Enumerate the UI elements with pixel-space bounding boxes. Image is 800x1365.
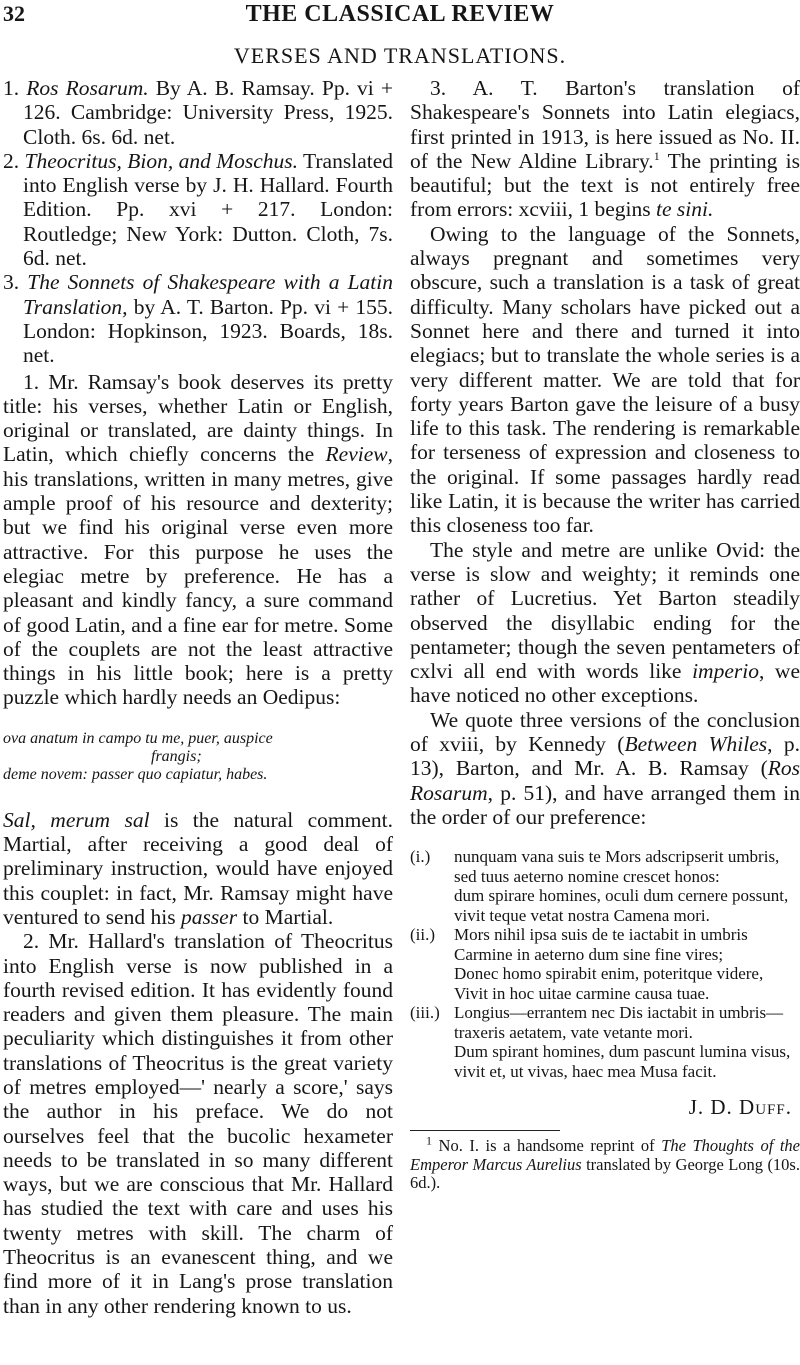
- paragraph-quote-intro: [410, 708, 800, 829]
- book-details: Translated into English verse by J. H. Hallard. Fourth Edition. Pp. xvi + 217. London: Routledge; New York: Dutton. Cloth, 7s. 6d. net.: [23, 148, 393, 271]
- italic-text: Ros Rosarum: [410, 756, 800, 805]
- text: translated by George Long (10s. 6d.).: [410, 1154, 800, 1193]
- book-title: The Sonnets of Shakespeare with a Latin Translation,: [23, 270, 394, 319]
- section-title: VERSES AND TRANSLATIONS.: [233, 43, 567, 68]
- text: 1. Mr. Ramsay's book deserves its pretty title: his verses, whether Latin or English, original or translated, are dainty things. In Latin, which chiefly concerns the: [3, 369, 393, 467]
- verse-line: vivit et, ut vivas, haec mea Musa facit.: [454, 1061, 717, 1081]
- version-iii: [410, 1003, 800, 1081]
- verse-couplet: [3, 730, 393, 784]
- book-title: Ros Rosarum.: [26, 76, 149, 100]
- footnote-marker: 1: [426, 1133, 432, 1148]
- paragraph-sal: [3, 808, 393, 929]
- paragraph-ramsay: [3, 370, 393, 710]
- italic-text: passer: [180, 904, 238, 929]
- author-signature: J. D. Duff.: [688, 1095, 792, 1120]
- text: , p. 13), Barton, and Mr. A. B. Ramsay (: [410, 732, 800, 781]
- text: to Martial.: [237, 904, 334, 929]
- quoted-versions: [410, 847, 800, 1081]
- verse-line: Longius—errantem nec Dis iactabit in umbris—: [454, 1003, 784, 1023]
- italic-text: imperio: [692, 659, 759, 684]
- footnote-marker: 1: [653, 148, 660, 163]
- italic-text: Sal, merum sal: [3, 807, 150, 832]
- book-title: Theocritus, Bion, and Moschus.: [24, 148, 299, 173]
- verse-line: deme novem: passer quo capiatur, habes.: [3, 765, 268, 783]
- verse-line: nunquam vana suis te Mors adscripserit umbris,: [454, 847, 780, 867]
- book-details: by A. T. Barton. Pp. vi + 155. London: Hopkinson, 1923. Boards, 18s. net.: [23, 294, 393, 368]
- version-number: (ii.): [410, 925, 436, 945]
- verse-line: vivit teque vetat nostra Camena mori.: [454, 905, 710, 925]
- text: The style and metre are unlike Ovid: the verse is slow and weighty; it reminds one rather of Lucretius. Yet Barton steadily observed the disyllabic ending for the pentameter; though the seven pentameters of cxlvi all end with words like: [410, 537, 800, 684]
- text: 3. A. T. Barton's translation of Shakespeare's Sonnets into Latin elegiacs, first printed in 1913, is here issued as No. II. of the New Aldine Library.: [410, 76, 800, 173]
- running-head: THE CLASSICAL REVIEW: [245, 1, 555, 27]
- text: No. I. is a handsome reprint of: [432, 1136, 662, 1156]
- book-number: 2.: [3, 148, 20, 173]
- verse-line: Vivit in hoc uitae carmine causa tuae.: [454, 983, 710, 1003]
- verse-line: Donec homo spirabit enim, poteritque videre,: [454, 964, 764, 984]
- version-ii: [410, 925, 800, 1003]
- verse-line: sed tuus aeterno nomine crescet honos:: [454, 866, 720, 886]
- italic-text: Review: [325, 442, 388, 467]
- right-column: [410, 76, 800, 1193]
- text: , his translations, written in many metres, give ample proof of his resource and dexterity; but we find his original verse even more attractive. For this purpose he uses the elegiac metre by preference. He has a pleasant and kindly fancy, a sure command of good Latin, and a fine ear for metre. Some of the couplets are not the least attractive things in his little book; here is a pretty puzzle which hardly needs an Oedipus:: [3, 442, 393, 710]
- version-i: [410, 847, 800, 925]
- text: , we have noticed no other exceptions.: [410, 659, 800, 708]
- book-entry-1: [3, 76, 393, 149]
- paragraph-hallard: 2. Mr. Hallard's translation of Theocritus into English verse is now published in a fourth revised edition. It has evidently found readers and given them pleasure. The main peculiarity which distinguishes it from other translations of Theocritus is the great variety of metres employed—' nearly a score,' says the author in his preface. We do not ourselves feel that the bucolic hexameter needs to be translated in so many different ways, but we are conscious that Mr. Hallard has studied the text with care and uses his twenty metres with skill. The charm of Theocritus is an evanescent thing, and we find more of it in Lang's prose translation than in any other rendering known to us.: [3, 929, 393, 1318]
- footnote: [410, 1133, 800, 1193]
- footnote-divider: [410, 1130, 560, 1131]
- text: , p. 51), and have arranged them in the order of our preference:: [410, 780, 800, 829]
- text: We quote three versions of the conclusion of xviii, by Kennedy (: [410, 707, 800, 757]
- text: The printing is beautiful; but the text is not entirely free from errors: xcviii, 1 begins: [410, 148, 800, 222]
- version-lines: [454, 847, 800, 925]
- book-number: 3.: [3, 270, 20, 295]
- verse-line-continuation: frangis;: [151, 747, 202, 765]
- italic-text: The Thoughts of the Emperor Marcus Aurelius: [410, 1136, 800, 1174]
- paragraph-sonnets: Owing to the language of the Sonnets, always pregnant and sometimes very obscure, such a translation is a task of great difficulty. Many scholars have picked out a Sonnet here and there and turned it into elegiacs; but to translate the whole series is a very different matter. We are told that for forty years Barton gave the leisure of a busy life to this task. The rendering is remarkable for terseness of expression and closeness to the original. If some passages hardly read like Latin, it is because the writer has carried this closeness too far.: [410, 221, 800, 538]
- italic-text: Between Whiles: [624, 732, 768, 757]
- version-number: (i.): [410, 847, 431, 867]
- paragraph-style: [410, 538, 800, 708]
- version-number: (iii.): [410, 1003, 440, 1023]
- book-details: By A. B. Ramsay. Pp. vi + 126. Cambridge: University Press, 1925. Cloth. 6s. 6d. net.: [23, 76, 393, 149]
- verse-line: dum spirare homines, oculi dum cernere possunt,: [454, 886, 789, 906]
- verse-line: Carmine in aeterno dum sine fine vires;: [454, 944, 724, 964]
- version-lines: [454, 1003, 800, 1081]
- verse-line: traxeris aetatem, vate vetante mori.: [454, 1022, 693, 1042]
- book-entry-2: [3, 149, 393, 270]
- page-number: 32: [3, 1, 25, 26]
- text: is the natural comment. Martial, after receiving a good deal of preliminary instruction, would have enjoyed this couplet: in fact, Mr. Ramsay might have ventured to send his: [3, 807, 393, 929]
- verse-line: ova anatum in campo tu me, puer, auspice: [3, 729, 273, 747]
- verse-line: Mors nihil ipsa suis de te iactabit in umbris: [454, 925, 748, 945]
- verse-line: Dum spirant homines, dum pascunt lumina visus,: [454, 1042, 791, 1062]
- paragraph-barton: [410, 76, 800, 222]
- left-column: [3, 76, 393, 1318]
- version-lines: [454, 925, 800, 1003]
- book-number: 1.: [3, 76, 20, 100]
- italic-text: te sini.: [656, 197, 714, 222]
- book-entry-3: [3, 270, 393, 367]
